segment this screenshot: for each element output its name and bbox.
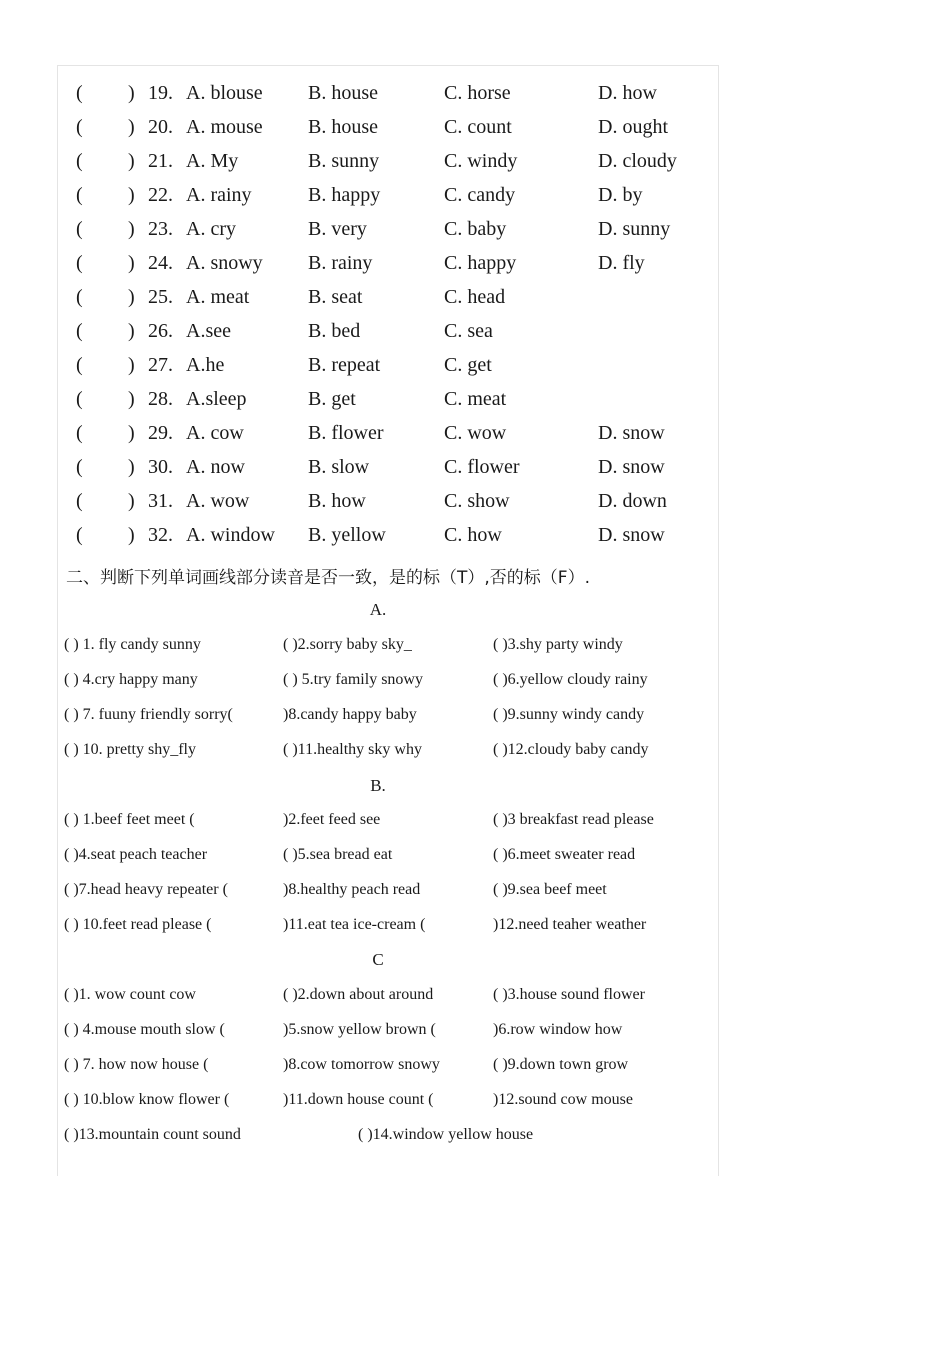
option-c: C. count <box>444 116 512 138</box>
option-a: A. now <box>186 456 245 478</box>
answer-blank-open: ( <box>76 422 83 444</box>
option-d: D. snow <box>598 524 665 546</box>
option-b: B. slow <box>308 456 370 478</box>
option-c: C. flower <box>444 456 520 478</box>
option-c: C. happy <box>444 252 517 274</box>
option-b: B. repeat <box>308 354 381 376</box>
option-c: C. wow <box>444 422 507 444</box>
tf-item: ( )9.sea beef meet <box>493 881 607 898</box>
option-b: B. house <box>308 116 378 138</box>
answer-blank-close: ) <box>128 422 135 444</box>
option-c: C. meat <box>444 388 507 410</box>
tf-item: ( ) 10. pretty shy_fly <box>64 741 196 758</box>
answer-blank-open: ( <box>76 218 83 240</box>
tf-item: ( )3 breakfast read please <box>493 811 654 828</box>
question-row <box>58 246 718 280</box>
question-number: 22. <box>148 184 173 206</box>
tf-item: ( )1. wow count cow <box>64 986 196 1003</box>
option-c: C. get <box>444 354 492 376</box>
tf-item: )8.candy happy baby <box>283 706 417 723</box>
option-c: C. baby <box>444 218 507 240</box>
option-c: C. head <box>444 286 506 308</box>
tf-row <box>58 805 718 835</box>
tf-item: ( )6.meet sweater read <box>493 846 636 863</box>
option-a: A.see <box>186 320 231 342</box>
option-c: C. candy <box>444 184 516 206</box>
question-number: 28. <box>148 388 173 410</box>
answer-blank-close: ) <box>128 286 135 308</box>
tf-row <box>58 735 718 765</box>
option-a: A. rainy <box>186 184 252 206</box>
tf-row <box>58 665 718 695</box>
answer-blank-close: ) <box>128 82 135 104</box>
option-c: C. sea <box>444 320 493 342</box>
option-c: C. how <box>444 524 502 546</box>
option-a: A. window <box>186 524 275 546</box>
option-b: B. bed <box>308 320 361 342</box>
question-number: 29. <box>148 422 173 444</box>
question-row <box>58 280 718 314</box>
question-number: 26. <box>148 320 173 342</box>
option-c: C. windy <box>444 150 518 172</box>
option-b: B. very <box>308 218 367 240</box>
option-a: A. cow <box>186 422 244 444</box>
option-d: D. snow <box>598 422 665 444</box>
answer-blank-close: ) <box>128 184 135 206</box>
question-row <box>58 484 718 518</box>
tf-item: ( )2.sorry baby sky_ <box>283 636 412 653</box>
option-a: A. snowy <box>186 252 263 274</box>
tf-item: ( )7.head heavy repeater ( <box>64 881 228 898</box>
option-b: B. rainy <box>308 252 373 274</box>
answer-blank-open: ( <box>76 320 83 342</box>
tf-item: ( )3.house sound flower <box>493 986 645 1003</box>
question-number: 25. <box>148 286 173 308</box>
tf-item: )2.feet feed see <box>283 811 381 828</box>
tf-item: ( )13.mountain count sound <box>64 1126 241 1143</box>
option-c: C. show <box>444 490 510 512</box>
tf-item: )12.need teaher weather <box>493 916 647 933</box>
tf-item: ( ) 4.cry happy many <box>64 671 198 688</box>
answer-blank-open: ( <box>76 286 83 308</box>
answer-blank-open: ( <box>76 388 83 410</box>
answer-blank-open: ( <box>76 184 83 206</box>
tf-row <box>58 1085 718 1115</box>
tf-item: )12.sound cow mouse <box>493 1091 633 1108</box>
tf-item: ( )9.sunny windy candy <box>493 706 645 723</box>
question-number: 24. <box>148 252 173 274</box>
option-b: B. how <box>308 490 366 512</box>
tf-row <box>58 840 718 870</box>
option-d: D. fly <box>598 252 645 274</box>
option-d: D. ought <box>598 116 668 138</box>
tf-item: ( )11.healthy sky why <box>283 741 422 758</box>
question-row <box>58 450 718 484</box>
tf-item: ( )12.cloudy baby candy <box>493 741 649 758</box>
option-a: A.he <box>186 354 225 376</box>
question-number: 20. <box>148 116 173 138</box>
option-d: D. down <box>598 490 667 512</box>
option-b: B. get <box>308 388 356 410</box>
option-b: B. seat <box>308 286 363 308</box>
multiple-choice-section <box>58 76 718 552</box>
question-number: 30. <box>148 456 173 478</box>
option-a: A. wow <box>186 490 250 512</box>
worksheet <box>57 65 719 1176</box>
tf-row <box>58 1120 718 1150</box>
tf-item: ( ) 4.mouse mouth slow ( <box>64 1021 225 1038</box>
question-number: 27. <box>148 354 173 376</box>
answer-blank-open: ( <box>76 524 83 546</box>
question-number: 23. <box>148 218 173 240</box>
tf-item: ( )3.shy party windy <box>493 636 623 653</box>
option-a: A.sleep <box>186 388 247 410</box>
tf-item: )8.healthy peach read <box>283 881 421 898</box>
tf-item: ( ) 7. fuuny friendly sorry( <box>64 706 233 723</box>
option-b: B. sunny <box>308 150 380 172</box>
answer-blank-close: ) <box>128 490 135 512</box>
question-row <box>58 110 718 144</box>
tf-row <box>58 630 718 660</box>
tf-item: ( ) 1.beef feet meet ( <box>64 811 195 828</box>
tf-item: )6.row window how <box>493 1021 623 1038</box>
question-row <box>58 518 718 552</box>
option-d: D. snow <box>598 456 665 478</box>
option-a: A. blouse <box>186 82 263 104</box>
option-b: B. happy <box>308 184 381 206</box>
tf-row <box>58 910 718 940</box>
answer-blank-close: ) <box>128 150 135 172</box>
question-row <box>58 178 718 212</box>
group-a-heading: A. <box>369 600 387 619</box>
tf-item: ( ) 1. fly candy sunny <box>64 636 201 653</box>
answer-blank-open: ( <box>76 82 83 104</box>
answer-blank-close: ) <box>128 388 135 410</box>
option-d: D. cloudy <box>598 150 677 172</box>
tf-item: ( ) 5.try family snowy <box>283 671 423 688</box>
answer-blank-open: ( <box>76 456 83 478</box>
answer-blank-close: ) <box>128 354 135 376</box>
tf-item: ( ) 7. how now house ( <box>64 1056 209 1073</box>
answer-blank-open: ( <box>76 490 83 512</box>
tf-item: )11.eat tea ice-cream ( <box>283 916 426 933</box>
group-c-heading: C <box>372 950 384 969</box>
answer-blank-open: ( <box>76 354 83 376</box>
option-b: B. yellow <box>308 524 386 546</box>
tf-item: ( )2.down about around <box>283 986 434 1003</box>
option-a: A. cry <box>186 218 236 240</box>
tf-item: ( ) 10.blow know flower ( <box>64 1091 230 1108</box>
answer-blank-close: ) <box>128 116 135 138</box>
tf-item: ( )9.down town grow <box>493 1056 629 1073</box>
question-row <box>58 212 718 246</box>
option-d: D. by <box>598 184 643 206</box>
tf-row <box>58 1050 718 1080</box>
answer-blank-close: ) <box>128 252 135 274</box>
section-two-title: 二、判断下列单词画线部分读音是否一致，是的标（T）,否的标（F）. <box>66 568 590 588</box>
tf-item: )8.cow tomorrow snowy <box>283 1056 440 1073</box>
question-row <box>58 416 718 450</box>
answer-blank-close: ) <box>128 320 135 342</box>
option-c: C. horse <box>444 82 511 104</box>
tf-row <box>58 980 718 1010</box>
question-number: 31. <box>148 490 173 512</box>
tf-item: )5.snow yellow brown ( <box>283 1021 436 1038</box>
tf-item: ( )6.yellow cloudy rainy <box>493 671 648 688</box>
answer-blank-close: ) <box>128 524 135 546</box>
question-number: 32. <box>148 524 173 546</box>
answer-blank-open: ( <box>76 252 83 274</box>
option-a: A. My <box>186 150 239 172</box>
answer-blank-open: ( <box>76 116 83 138</box>
answer-blank-close: ) <box>128 218 135 240</box>
tf-row <box>58 700 718 730</box>
question-row <box>58 314 718 348</box>
question-row <box>58 144 718 178</box>
tf-item: ( )4.seat peach teacher <box>64 846 208 863</box>
option-d: D. how <box>598 82 657 104</box>
answer-blank-close: ) <box>128 456 135 478</box>
tf-item: )11.down house count ( <box>283 1091 434 1108</box>
tf-row <box>58 875 718 905</box>
tf-row <box>58 1015 718 1045</box>
tf-item: ( )5.sea bread eat <box>283 846 393 863</box>
tf-item: ( )14.window yellow house <box>358 1126 534 1143</box>
tf-item: ( ) 10.feet read please ( <box>64 916 212 933</box>
option-a: A. mouse <box>186 116 263 138</box>
answer-blank-open: ( <box>76 150 83 172</box>
option-a: A. meat <box>186 286 250 308</box>
option-b: B. flower <box>308 422 384 444</box>
question-number: 21. <box>148 150 173 172</box>
question-row <box>58 382 718 416</box>
question-number: 19. <box>148 82 173 104</box>
option-d: D. sunny <box>598 218 671 240</box>
question-row <box>58 348 718 382</box>
option-b: B. house <box>308 82 378 104</box>
group-b-heading: B. <box>370 776 386 795</box>
question-row <box>58 76 718 110</box>
